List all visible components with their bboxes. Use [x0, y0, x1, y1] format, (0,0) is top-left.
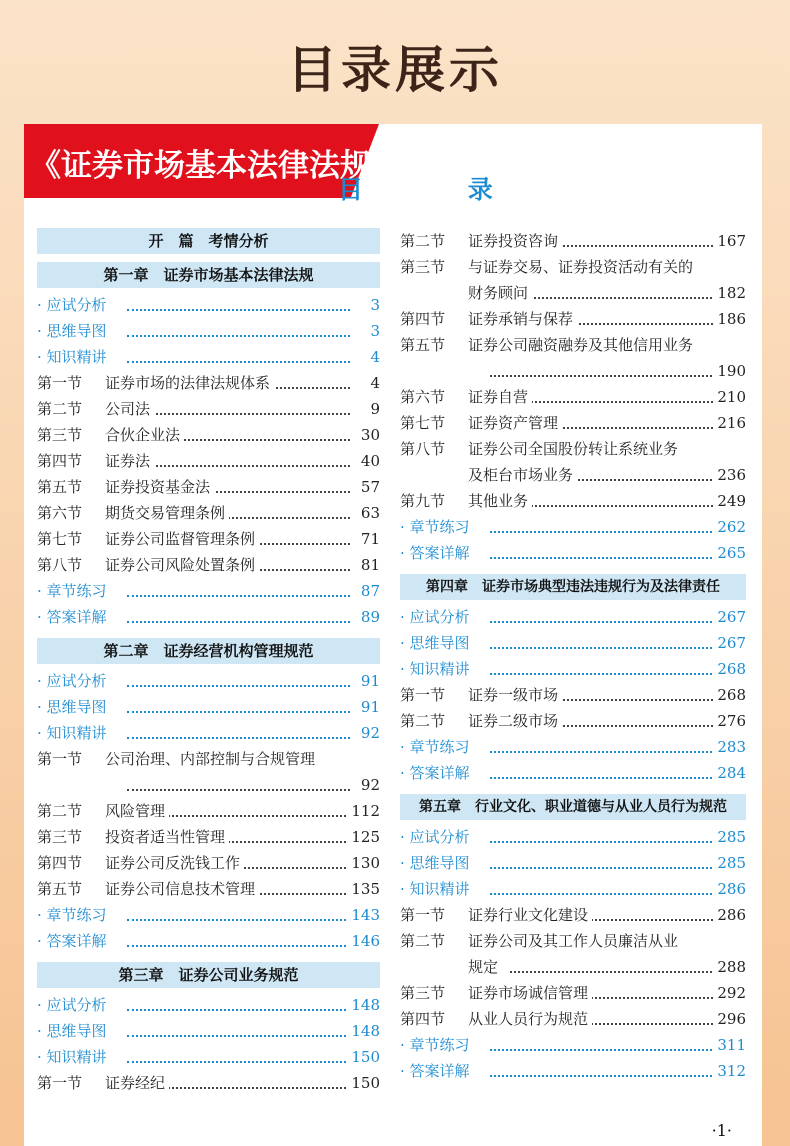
section-number: 第二节 [400, 932, 446, 950]
toc-entry[interactable] [37, 396, 380, 422]
toc-entry[interactable] [37, 1044, 380, 1070]
entry-page: 167 [713, 228, 746, 254]
section-title: 证券承销与保荐 [468, 306, 577, 332]
entry-page: 125 [347, 824, 380, 850]
dot-leader [490, 760, 716, 779]
section-title: 证券公司监督管理条例 [105, 526, 259, 552]
toc-entry[interactable] [400, 540, 746, 566]
section-title: 证券自营 [468, 384, 532, 410]
entry-page: 63 [357, 500, 380, 526]
section-number: 第二节 [400, 232, 446, 250]
toc-entry[interactable] [400, 760, 746, 786]
entry-label: · 答案详解 [37, 928, 111, 954]
dot-leader [490, 824, 716, 843]
entry-page: 150 [347, 1044, 380, 1070]
toc-entry[interactable] [400, 850, 746, 876]
toc-entry[interactable] [37, 992, 380, 1018]
toc-entry[interactable] [400, 656, 746, 682]
entry-label: · 应试分析 [37, 668, 111, 694]
toc-entry[interactable] [400, 824, 746, 850]
section-title: 投资者适当性管理 [105, 824, 229, 850]
dot-leader [127, 344, 350, 363]
section-title: 证券一级市场 [468, 682, 562, 708]
page-number: ·1· [711, 1121, 732, 1140]
entry-page: 286 [713, 902, 746, 928]
entry-page: 87 [357, 578, 380, 604]
toc-entry[interactable] [400, 462, 746, 488]
dot-leader [490, 734, 716, 753]
dot-leader [127, 928, 350, 947]
entry-label: · 思维导图 [400, 850, 474, 876]
entry-page: 148 [347, 1018, 380, 1044]
section-title: 证券公司融资融券及其他信用业务 [468, 332, 697, 358]
chapter-heading: 开 篇 考情分析 [37, 228, 380, 254]
entry-label: · 应试分析 [37, 292, 111, 318]
toc-entry[interactable] [400, 254, 746, 280]
chapter-heading: 第五章 行业文化、职业道德与从业人员行为规范 [400, 794, 746, 820]
section-number: 第七节 [400, 414, 446, 432]
contents-label: 目 录 [338, 175, 541, 204]
toc-entry[interactable] [37, 552, 380, 578]
toc-entry[interactable] [400, 630, 746, 656]
book-title: 《证券市场基本法律法规》 [30, 148, 402, 184]
section-number: 第二节 [400, 712, 446, 730]
entry-page: 40 [357, 448, 380, 474]
dot-leader [490, 358, 716, 377]
toc-entry[interactable] [400, 954, 746, 980]
toc-entry[interactable] [400, 876, 746, 902]
toc-entry[interactable] [400, 604, 746, 630]
toc-entry[interactable] [400, 332, 746, 358]
toc-entry[interactable] [400, 902, 746, 928]
toc-entry[interactable] [37, 902, 380, 928]
entry-page: 91 [357, 668, 380, 694]
dot-leader [127, 668, 350, 687]
entry-page: 4 [366, 344, 380, 370]
section-title: 证券公司信息技术管理 [105, 876, 259, 902]
section-title: 合伙企业法 [105, 422, 184, 448]
section-number: 第五节 [37, 478, 83, 496]
entry-page: 292 [713, 980, 746, 1006]
entry-page: 3 [366, 292, 380, 318]
section-number: 第七节 [37, 530, 83, 548]
dot-leader [127, 902, 350, 921]
entry-page: 286 [713, 876, 746, 902]
toc-entry[interactable] [37, 422, 380, 448]
entry-page: 92 [357, 720, 380, 746]
toc-left-column [37, 228, 380, 1096]
section-title: 与证券交易、证券投资活动有关的 [468, 254, 697, 280]
toc-entry[interactable] [37, 344, 380, 370]
entry-label: · 应试分析 [37, 992, 111, 1018]
section-number: 第一节 [37, 374, 83, 392]
entry-label: · 答案详解 [400, 540, 474, 566]
toc-entry[interactable] [400, 734, 746, 760]
entry-label: · 思维导图 [400, 630, 474, 656]
entry-page: 150 [347, 1070, 380, 1096]
section-number: 第六节 [37, 504, 83, 522]
section-number: 第三节 [37, 828, 83, 846]
section-number: 第一节 [400, 906, 446, 924]
toc-entry[interactable] [400, 436, 746, 462]
entry-page: 112 [347, 798, 380, 824]
entry-page: 216 [713, 410, 746, 436]
entry-page: 92 [357, 772, 380, 798]
section-title: 公司法 [105, 396, 154, 422]
dot-leader [127, 772, 350, 791]
entry-page: 276 [713, 708, 746, 734]
entry-page: 57 [357, 474, 380, 500]
entry-label: · 应试分析 [400, 824, 474, 850]
toc-entry[interactable] [400, 384, 746, 410]
chapter-heading: 第三章 证券公司业务规范 [37, 962, 380, 988]
toc-entry[interactable] [400, 410, 746, 436]
toc-entry[interactable] [37, 500, 380, 526]
chapter-heading: 第一章 证券市场基本法律法规 [37, 262, 380, 288]
dot-leader [490, 1058, 716, 1077]
entry-page: 296 [713, 1006, 746, 1032]
entry-page: 4 [366, 370, 380, 396]
toc-entry[interactable] [37, 694, 380, 720]
entry-label: · 章节练习 [400, 514, 474, 540]
section-title: 证券公司全国股份转让系统业务 [468, 436, 682, 462]
entry-page: 284 [713, 760, 746, 786]
toc-entry[interactable] [37, 876, 380, 902]
toc-entry[interactable] [37, 824, 380, 850]
section-number: 第二节 [37, 802, 83, 820]
toc-entry[interactable] [37, 850, 380, 876]
entry-label: · 知识精讲 [400, 876, 474, 902]
section-title: 证券公司风险处置条例 [105, 552, 259, 578]
entry-page: 3 [366, 318, 380, 344]
toc-entry[interactable] [400, 1032, 746, 1058]
entry-page: 311 [713, 1032, 746, 1058]
section-title: 证券市场诚信管理 [468, 980, 592, 1006]
dot-leader [127, 604, 350, 623]
section-number: 第五节 [37, 880, 83, 898]
section-title: 证券公司反洗钱工作 [105, 850, 244, 876]
section-number: 第一节 [400, 686, 446, 704]
section-number: 第二节 [37, 400, 83, 418]
toc-right-column [400, 228, 746, 1084]
entry-page: 267 [713, 604, 746, 630]
dot-leader [490, 850, 716, 869]
entry-page: 312 [713, 1058, 746, 1084]
toc-entry[interactable] [37, 292, 380, 318]
section-title: 证券经纪 [105, 1070, 169, 1096]
toc-entry[interactable] [400, 514, 746, 540]
entry-label: · 章节练习 [37, 578, 111, 604]
entry-page: 285 [713, 850, 746, 876]
contents-page [24, 124, 762, 1146]
section-title: 风险管理 [105, 798, 169, 824]
toc-entry[interactable] [37, 604, 380, 630]
toc-entry[interactable] [37, 1070, 380, 1096]
section-number: 第四节 [37, 452, 83, 470]
toc-entry[interactable] [37, 798, 380, 824]
section-title-continued: 规定 [468, 954, 502, 980]
toc-entry[interactable] [37, 1018, 380, 1044]
section-number: 第五节 [400, 336, 446, 354]
entry-page: 91 [357, 694, 380, 720]
dot-leader [127, 292, 350, 311]
section-number: 第六节 [400, 388, 446, 406]
toc-entry[interactable] [400, 708, 746, 734]
entry-label: · 应试分析 [400, 604, 474, 630]
section-number: 第一节 [37, 1074, 83, 1092]
section-number: 第九节 [400, 492, 446, 510]
dot-leader [127, 694, 350, 713]
toc-entry[interactable] [37, 526, 380, 552]
entry-label: · 思维导图 [37, 318, 111, 344]
entry-page: 186 [713, 306, 746, 332]
entry-page: 190 [713, 358, 746, 384]
dot-leader [127, 720, 350, 739]
entry-label: · 思维导图 [37, 694, 111, 720]
entry-label: · 章节练习 [400, 734, 474, 760]
section-title: 公司治理、内部控制与合规管理 [105, 746, 319, 772]
entry-page: 89 [357, 604, 380, 630]
section-number: 第三节 [400, 984, 446, 1002]
toc-entry[interactable] [37, 928, 380, 954]
section-title: 期货交易管理条例 [105, 500, 229, 526]
dot-leader [510, 280, 716, 299]
entry-page: 135 [347, 876, 380, 902]
toc-entry[interactable] [400, 488, 746, 514]
toc-entry[interactable] [400, 980, 746, 1006]
entry-page: 30 [357, 422, 380, 448]
section-number: 第一节 [37, 750, 83, 768]
toc-entry[interactable] [37, 578, 380, 604]
dot-leader [127, 578, 350, 597]
section-number: 第四节 [37, 854, 83, 872]
entry-label: · 答案详解 [400, 760, 474, 786]
entry-page: 285 [713, 824, 746, 850]
section-title: 证券公司及其工作人员廉洁从业 [468, 928, 682, 954]
dot-leader [490, 656, 716, 675]
dot-leader [510, 954, 716, 973]
section-title: 证券二级市场 [468, 708, 562, 734]
section-title: 证券市场的法律法规体系 [105, 370, 274, 396]
entry-page: 210 [713, 384, 746, 410]
section-title: 证券法 [105, 448, 154, 474]
toc-entry[interactable] [400, 1006, 746, 1032]
toc-entry[interactable] [37, 772, 380, 798]
entry-label: · 思维导图 [37, 1018, 111, 1044]
section-number: 第四节 [400, 310, 446, 328]
section-number: 第八节 [400, 440, 446, 458]
entry-page: 249 [713, 488, 746, 514]
toc-entry[interactable] [37, 474, 380, 500]
toc-entry[interactable] [400, 928, 746, 954]
page-header-title: 目录展示 [287, 41, 503, 99]
entry-page: 130 [347, 850, 380, 876]
chapter-heading: 第二章 证券经营机构管理规范 [37, 638, 380, 664]
dot-leader [490, 540, 716, 559]
entry-page: 148 [347, 992, 380, 1018]
section-number: 第三节 [37, 426, 83, 444]
toc-entry[interactable] [37, 668, 380, 694]
entry-label: · 知识精讲 [37, 1044, 111, 1070]
entry-page: 268 [713, 682, 746, 708]
toc-entry[interactable] [37, 370, 380, 396]
entry-page: 9 [366, 396, 380, 422]
dot-leader [490, 876, 716, 895]
section-number: 第八节 [37, 556, 83, 574]
dot-leader [490, 630, 716, 649]
section-number: 第三节 [400, 258, 446, 276]
entry-page: 236 [713, 462, 746, 488]
entry-page: 288 [713, 954, 746, 980]
toc-entry[interactable] [400, 682, 746, 708]
section-title: 证券资产管理 [468, 410, 562, 436]
section-title: 其他业务 [468, 488, 532, 514]
section-title-continued: 及柜台市场业务 [468, 462, 577, 488]
section-title: 证券投资基金法 [105, 474, 214, 500]
section-title-continued: 财务顾问 [468, 280, 532, 306]
entry-page: 265 [713, 540, 746, 566]
entry-page: 283 [713, 734, 746, 760]
toc-entry[interactable] [37, 448, 380, 474]
entry-label: · 知识精讲 [37, 720, 111, 746]
toc-entry[interactable] [400, 228, 746, 254]
entry-page: 143 [347, 902, 380, 928]
dot-leader [127, 1044, 350, 1063]
entry-page: 182 [713, 280, 746, 306]
entry-label: · 答案详解 [37, 604, 111, 630]
dot-leader [490, 514, 716, 533]
dot-leader [490, 604, 716, 623]
entry-label: · 知识精讲 [400, 656, 474, 682]
entry-page: 71 [357, 526, 380, 552]
entry-label: · 章节练习 [37, 902, 111, 928]
toc-entry[interactable] [37, 318, 380, 344]
dot-leader [127, 318, 350, 337]
entry-page: 146 [347, 928, 380, 954]
entry-page: 267 [713, 630, 746, 656]
section-title: 从业人员行为规范 [468, 1006, 592, 1032]
toc-entry[interactable] [37, 746, 380, 772]
entry-label: · 章节练习 [400, 1032, 474, 1058]
toc-entry[interactable] [400, 280, 746, 306]
entry-page: 268 [713, 656, 746, 682]
entry-label: · 知识精讲 [37, 344, 111, 370]
dot-leader [127, 1018, 350, 1037]
chapter-heading: 第四章 证券市场典型违法违规行为及法律责任 [400, 574, 746, 600]
toc-entry[interactable] [37, 720, 380, 746]
section-title: 证券行业文化建设 [468, 902, 592, 928]
dot-leader [127, 992, 350, 1011]
toc-entry[interactable] [400, 306, 746, 332]
dot-leader [490, 1032, 716, 1051]
entry-page: 262 [713, 514, 746, 540]
entry-label: · 答案详解 [400, 1058, 474, 1084]
section-number: 第四节 [400, 1010, 446, 1028]
entry-page: 81 [357, 552, 380, 578]
section-title: 证券投资咨询 [468, 228, 562, 254]
toc-entry[interactable] [400, 358, 746, 384]
toc-entry[interactable] [400, 1058, 746, 1084]
